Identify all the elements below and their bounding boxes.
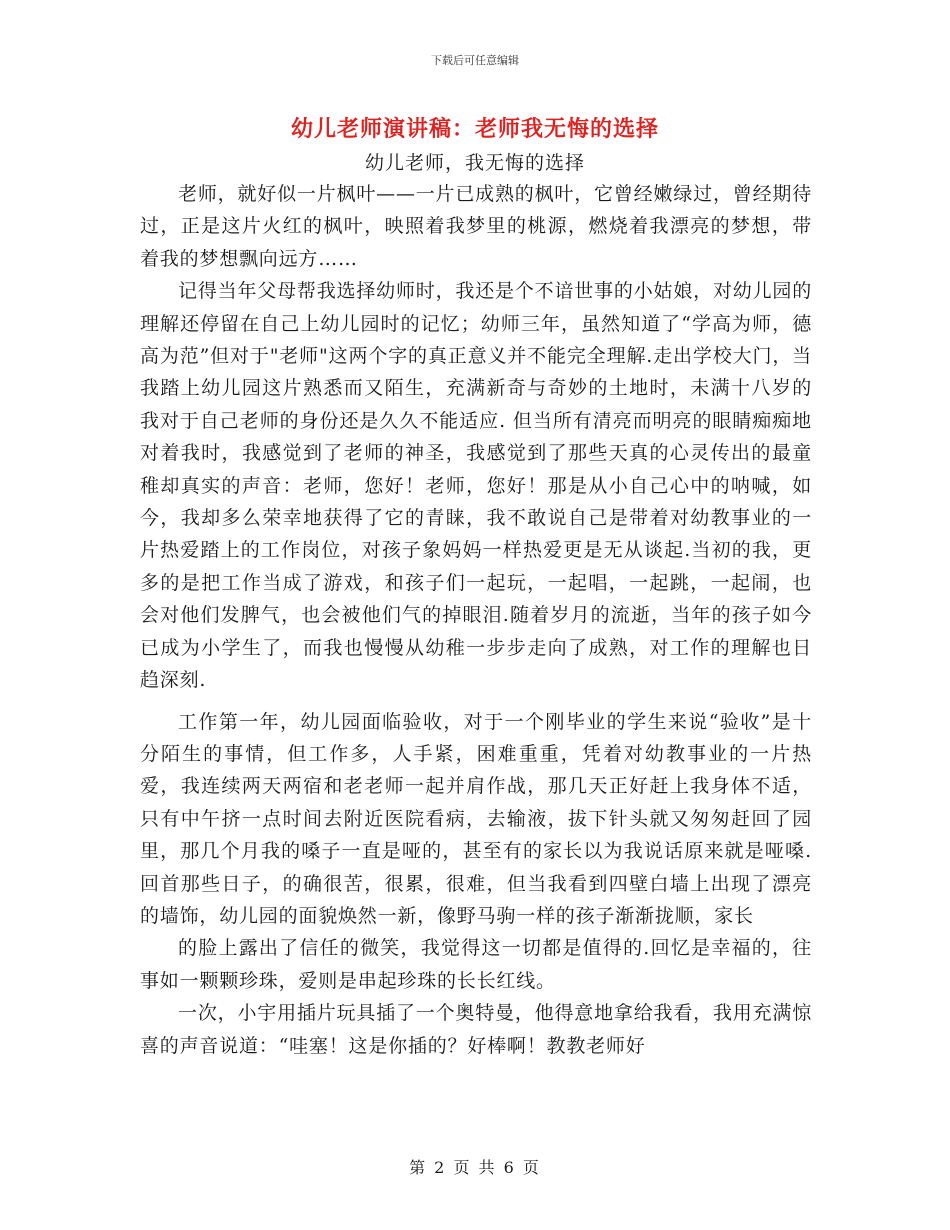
page-number-footer: 第 2 页 共 6 页 — [409, 1158, 541, 1177]
page-header-note: 下载后可任意编辑 — [431, 54, 519, 67]
paragraph-5: 一次，小宇用插片玩具插了一个奥特曼，他得意地拿给我看，我用充满惊喜的声音说道：“哇塞！这是你插的？好棒啊！教教老师好 — [140, 1002, 812, 1057]
paragraph-3: 工作第一年，幼儿园面临验收，对于一个刚毕业的学生来说“验收”是十分陌生的事情，但工作多，人手紧，困难重重，凭着对幼教事业的一片热爱，我连续两天两宿和老老师一起并肩作战，那几天正好赶上我身体不适，只有中午挤一点时间去附近医院看病，去输液，拔下针头就又匆匆赶回了园里，那几个月我的嗓子一直是哑的，甚至有的家长以为我说话原来就是哑嗓.回首那些日子，的确很苦，很累，很难，但当我看到四壁白墙上出现了漂亮的墙饰，幼儿园的面貌焕然一新，像野马驹一样的孩子渐渐拢顺，家长 — [140, 710, 812, 927]
paragraph-4: 的脸上露出了信任的微笑，我觉得这一切都是值得的.回忆是幸福的，往事如一颗颗珍珠，爱则是串起珍珠的长长红线。 — [140, 937, 812, 992]
document-body — [140, 178, 812, 1062]
document-subtitle: 幼儿老师，我无悔的选择 — [364, 152, 585, 174]
paragraph-2: 记得当年父母帮我选择幼师时，我还是个不谙世事的小姑娘，对幼儿园的理解还停留在自己上幼儿园时的记忆；幼师三年，虽然知道了“学高为师，德高为范”但对于"老师"这两个字的真正意义并不能完全理解.走出学校大门，当我踏上幼儿园这片熟悉而又陌生，充满新奇与奇妙的土地时，未满十八岁的我对于自己老师的身份还是久久不能适应. 但当所有清亮而明亮的眼睛痴痴地对着我时，我感觉到了老师的神圣，我感觉到了那些天真的心灵传出的最童稚却真实的声音：老师，您好！老师，您好！那是从小自己心中的呐喊，如今，我却多么荣幸地获得了它的青睐，我不敢说自己是带着对幼教事业的一片热爱踏上的工作岗位，对孩子象妈妈一样热爱更是无从谈起.当初的我，更多的是把工作当成了游戏，和孩子们一起玩，一起唱，一起跳，一起闹，也会对他们发脾气，也会被他们气的掉眼泪.随着岁月的流逝，当年的孩子如今已成为小学生了，而我也慢慢从幼稚一步步走向了成熟，对工作的理解也日趋深刻. — [140, 280, 812, 692]
paragraph-1: 老师，就好似一片枫叶——一片已成熟的枫叶，它曾经嫩绿过，曾经期待过，正是这片火红的枫叶，映照着我梦里的桃源，燃烧着我漂亮的梦想，带着我的梦想飘向远方…… — [140, 183, 812, 270]
document-title: 幼儿老师演讲稿：老师我无悔的选择 — [290, 116, 659, 142]
